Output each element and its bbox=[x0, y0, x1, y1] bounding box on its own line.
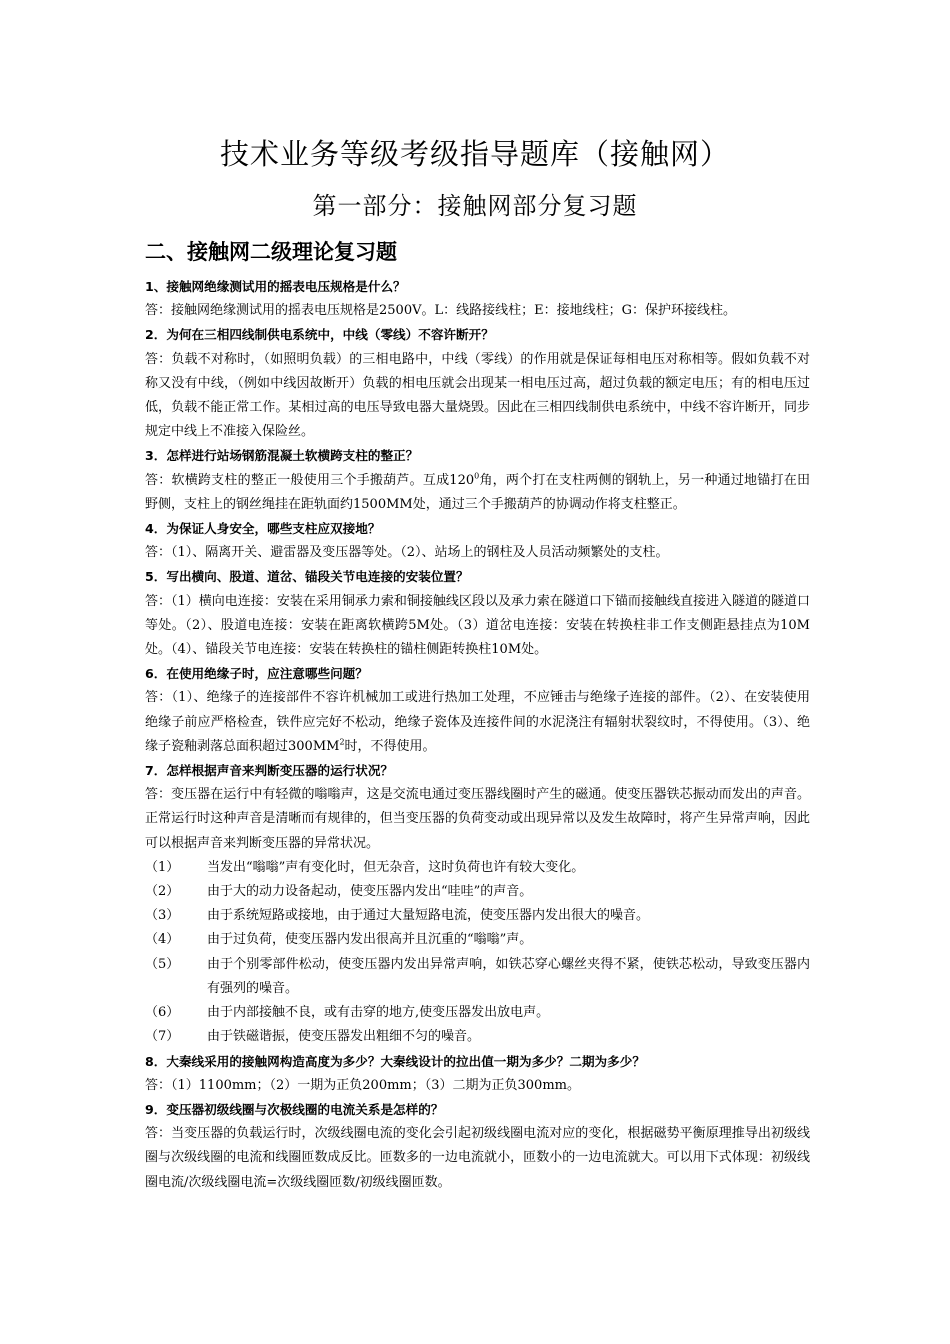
question-1: 1、接触网绝缘测试用的摇表电压规格是什么？ bbox=[145, 279, 406, 294]
list-item-number: （5） bbox=[145, 956, 180, 972]
answer-6-text: 答：（1）、绝缘子的连接部件不容许机械加工或进行热加工处理，不应锤击与绝缘子连接的部件。（2）、在安装使用绝缘子前应严格检查，铁件应完好不松动，绝缘子瓷体及连接件间的水泥浇注有辐射状裂纹时，不得使用。（3）、绝缘子瓷釉剥落总面积超过300MM bbox=[145, 690, 810, 754]
list-item bbox=[145, 1001, 810, 1025]
list-item-text: 由于大的动力设备起动，使变压器内发出“哇哇”的声音。 bbox=[207, 884, 533, 900]
answer-6-text-end: 时，不得使用。 bbox=[344, 738, 436, 754]
answer-3-text-end: 角，两个打在支柱两侧的钢轨上，另一种通过地锚打在田野侧，支柱上的钢丝绳挂在距轨面约1500MM处，通过三个手搬葫芦的协调动作将支柱整正。 bbox=[145, 472, 810, 512]
list-item-number: （1） bbox=[145, 859, 180, 875]
answer-7: 答：变压器在运行中有轻微的嗡嗡声，这是交流电通过变压器线圈时产生的磁通。使变压器铁芯振动而发出的声音。正常运行时这种声音是清晰而有规律的，但当变压器的负荷变动或出现异常以及发生故障时，将产生异常声响，因此可以根据声音来判断变压器的异常状况。 bbox=[145, 787, 810, 851]
list-item-text: 当发出“嗡嗡”声有变化时，但无杂音，这时负荷也许有较大变化。 bbox=[207, 859, 585, 875]
question-6: 6．在使用绝缘子时，应注意哪些问题？ bbox=[145, 666, 368, 682]
answer-3-superscript: 0 bbox=[474, 471, 480, 481]
list-item bbox=[145, 928, 810, 952]
document-subtitle: 第一部分：接触网部分复习题 bbox=[312, 192, 638, 220]
document-title: 技术业务等级考级指导题库（接触网） bbox=[219, 137, 730, 171]
list-item bbox=[145, 953, 810, 1001]
answer-2: 答：负载不对称时，（如照明负载）的三相电路中，中线（零线）的作用就是保证每相电压对称相等。假如负载不对称又没有中线，（例如中线因故断开）负载的相电压就会出现某一相电压过高，超过负载的额定电压；有的相电压过低，负载不能正常工作。某相过高的电压导致电器大量烧毁。因此在三相四线制供电系统中，中线不容许断开，同步规定中线上不准接入保险丝。 bbox=[145, 351, 810, 440]
qa-list bbox=[145, 275, 810, 1195]
list-item-number: （3） bbox=[145, 908, 180, 924]
list-item bbox=[145, 1025, 810, 1049]
answer-8: 答：（1）1100mm；（2）一期为正负200mm；（3）二期为正负300mm。 bbox=[145, 1077, 580, 1093]
list-item bbox=[145, 880, 810, 904]
list-item-number: （6） bbox=[145, 1005, 180, 1021]
list-item-text: 由于内部接触不良，或有击穿的地方,使变压器发出放电声。 bbox=[207, 1005, 550, 1021]
list-item-text: 由于铁磁谐振，使变压器发出粗细不匀的噪音。 bbox=[207, 1029, 481, 1045]
question-9: 9．变压器初级线圈与次极线圈的电流关系是怎样的？ bbox=[145, 1101, 444, 1117]
list-item-text: 由于系统短路或接地，由于通过大量短路电流，使变压器内发出很大的噪音。 bbox=[207, 908, 650, 924]
list-item-number: （2） bbox=[145, 884, 180, 900]
list-item bbox=[145, 856, 810, 880]
list-item-number: （7） bbox=[145, 1029, 180, 1045]
question-5: 5．写出横向、股道、道岔、锚段关节电连接的安装位置？ bbox=[145, 569, 469, 585]
answer-5: 答：（1）横向电连接：安装在采用铜承力索和铜接触线区段以及承力索在隧道口下锚而接触线直接进入隧道的隧道口等处。（2）、股道电连接：安装在距离软横跨5M处。（3）道岔电连接：安装在转换柱非工作支侧距悬挂点为10M处。（4）、锚段关节电连接：安装在转换柱的锚柱侧距转换柱10M处。 bbox=[145, 593, 810, 658]
section-heading: 二、接触网二级理论复习题 bbox=[145, 240, 397, 264]
question-4: 4．为保证人身安全，哪些支柱应双接地？ bbox=[145, 521, 381, 537]
question-2: 2．为何在三相四线制供电系统中，中线（零线）不容许断开？ bbox=[145, 327, 494, 343]
answer-3-text: 答：软横跨支柱的整正一般使用三个手搬葫芦。互成120 bbox=[145, 472, 475, 488]
list-item-text: 由于个别零部件松动，使变压器内发出异常声响，如铁芯穿心螺丝夹得不紧，使铁芯松动，导致变压器内有强列的噪音。 bbox=[207, 956, 810, 996]
answer-6-superscript: 2 bbox=[339, 737, 345, 747]
answer-6 bbox=[145, 686, 810, 759]
answer-4: 答：（1）、隔离开关、避雷器及变压器等处。（2）、站场上的钢柱及人员活动频繁处的支柱。 bbox=[145, 545, 669, 561]
list-item-number: （4） bbox=[145, 932, 180, 948]
question-3: 3．怎样进行站场钢筋混凝土软横跨支柱的整正？ bbox=[145, 448, 419, 464]
answer-9: 答：当变压器的负载运行时，次级线圈电流的变化会引起初级线圈电流对应的变化，根据磁势平衡原理推导出初级线圈与次级线圈的电流和线圈匝数成反比。匝数多的一边电流就小，匝数小的一边电流就大。可以用下式体现：初级线圈电流/次级线圈电流=次级线圈匝数/初级线圈匝数。 bbox=[145, 1126, 810, 1190]
answer-3 bbox=[145, 469, 810, 517]
list-item bbox=[145, 904, 810, 928]
question-7: 7．怎样根据声音来判断变压器的运行状况？ bbox=[145, 763, 394, 779]
answer-1: 答：接触网绝缘测试用的摇表电压规格是2500V。L：线路接线柱；E：接地线柱；G：保护环接线柱。 bbox=[145, 303, 736, 319]
list-item-text: 由于过负荷，使变压器内发出很高并且沉重的“嗡嗡”声。 bbox=[207, 932, 533, 948]
question-8: 8．大秦线采用的接触网构造高度为多少？大秦线设计的拉出值一期为多少？二期为多少？ bbox=[145, 1053, 645, 1069]
